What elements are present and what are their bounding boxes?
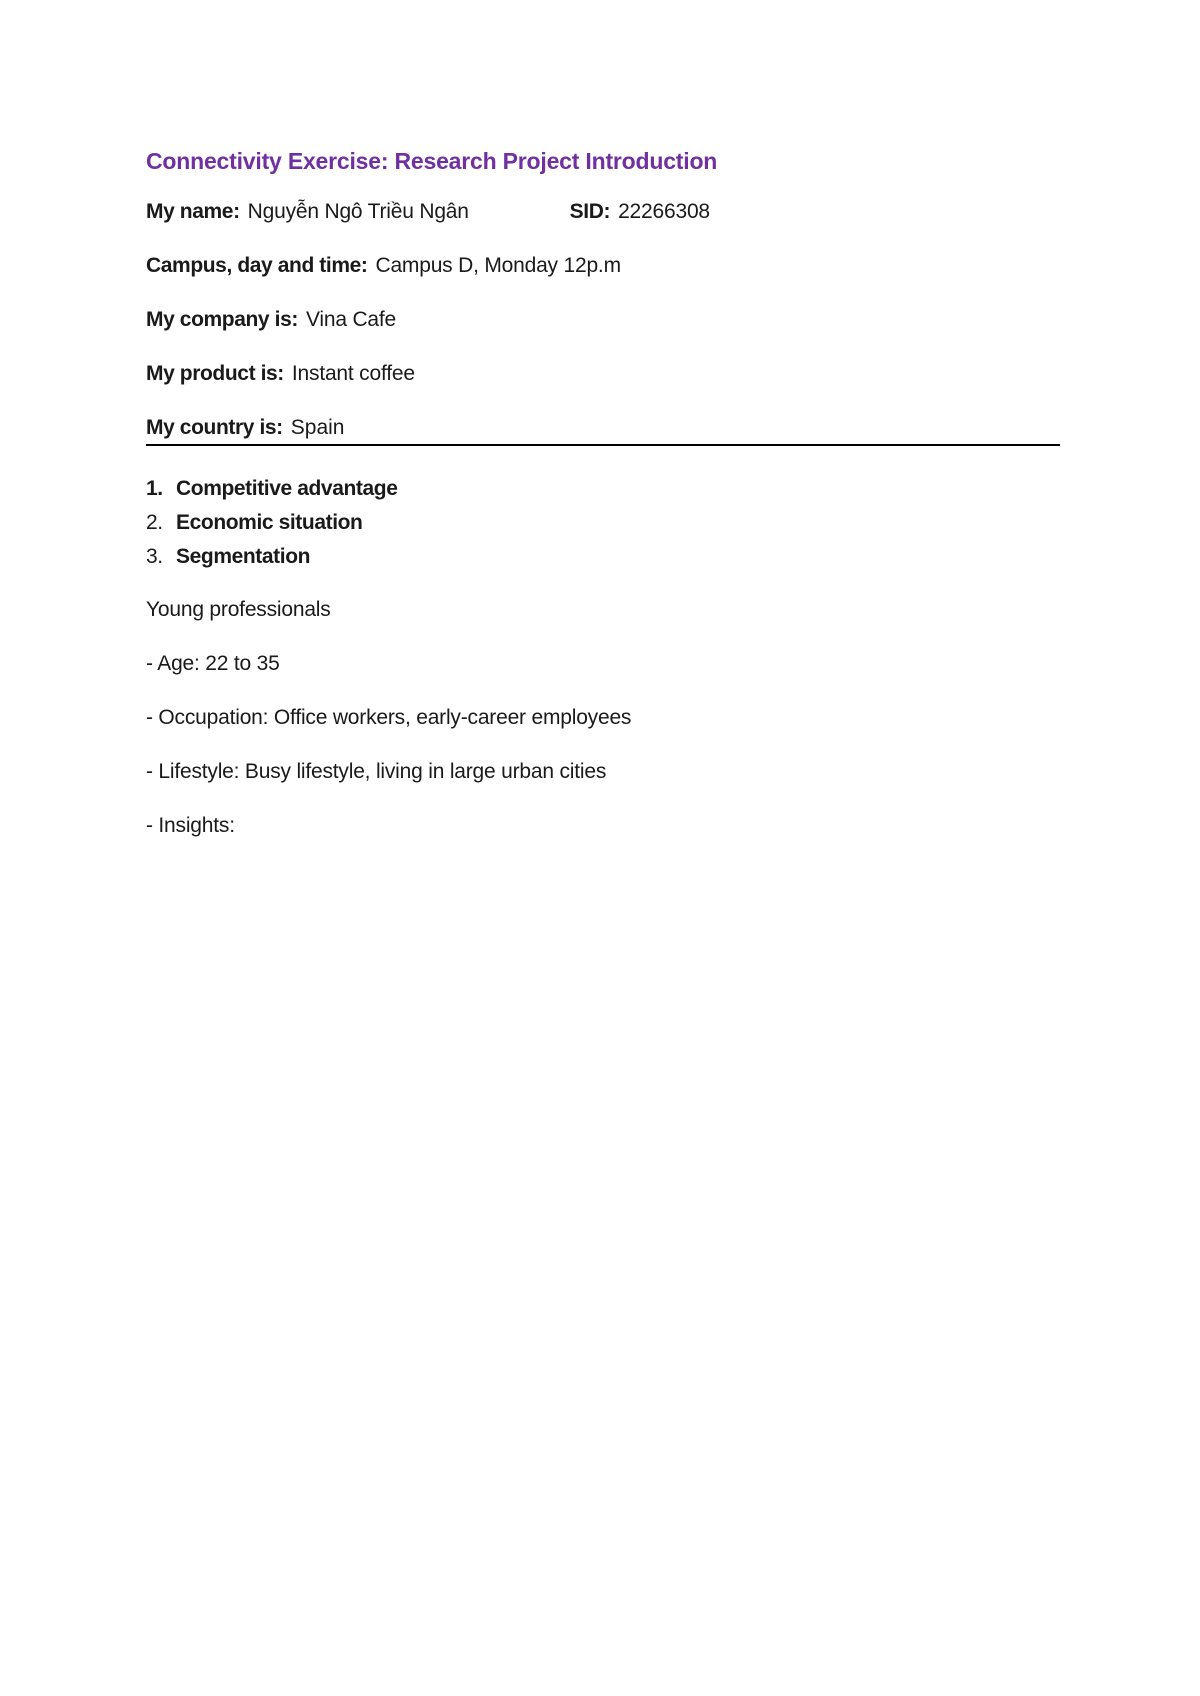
section-label: Competitive advantage [176,477,398,500]
name-sid-line [146,198,1060,226]
sid-value: 22266308 [618,200,710,223]
product-label: My product is: [146,362,284,385]
segment-occupation: - Occupation: Office workers, early-career employees [146,706,632,729]
segment-lifestyle: - Lifestyle: Busy lifestyle, living in large urban cities [146,760,607,783]
section-list [146,472,1060,574]
section-item-economic-situation [146,506,1060,540]
section-label: Segmentation [176,545,311,568]
campus-value: Campus D, Monday 12p.m [375,254,621,277]
company-label: My company is: [146,308,298,331]
document-title: Connectivity Exercise: Research Project Introduction [146,148,718,174]
section-number: 2. [146,511,163,534]
section-number: 3. [146,545,163,568]
country-line [146,414,1060,446]
section-label: Economic situation [176,511,363,534]
company-value: Vina Cafe [305,308,396,331]
section-item-competitive-advantage [146,472,1060,506]
name-value: Nguyễn Ngô Triều Ngân [247,200,469,223]
segment-age: - Age: 22 to 35 [146,652,280,675]
section-number: 1. [146,477,163,500]
campus-line [146,252,1060,280]
segment-insights: - Insights: [146,814,235,837]
document-body [146,146,1060,866]
sid-label: SID: [569,200,611,223]
company-line [146,306,1060,334]
product-value: Instant coffee [291,362,415,385]
product-line [146,360,1060,388]
country-label: My country is: [146,416,283,439]
segment-heading: Young professionals [146,598,331,621]
section-item-segmentation [146,540,1060,574]
name-label: My name: [146,200,240,223]
campus-label: Campus, day and time: [146,254,368,277]
country-value: Spain [290,416,345,439]
